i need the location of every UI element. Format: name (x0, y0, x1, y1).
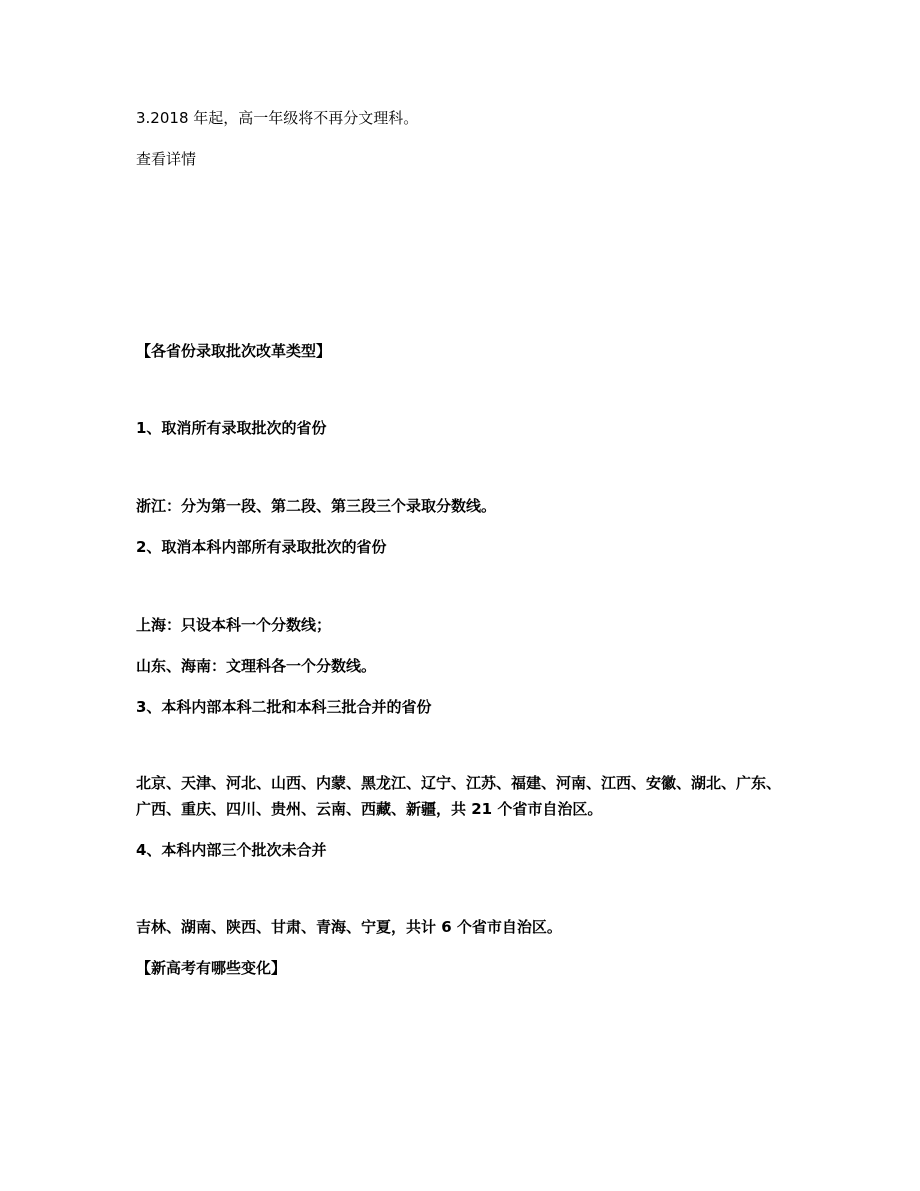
type1-zhejiang-line: 浙江：分为第一段、第二段、第三段三个录取分数线。 (136, 497, 497, 515)
type3-title: 3、本科内部本科二批和本科三批合并的省份 (136, 698, 432, 716)
type4-title: 4、本科内部三个批次未合并 (136, 841, 327, 859)
intro-point-3: 3.2018 年起，高一年级将不再分文理科。 (136, 109, 419, 127)
section-heading-admission-batch-types: 【各省份录取批次改革类型】 (136, 342, 332, 360)
section-heading-gaokao-changes: 【新高考有哪些变化】 (136, 959, 287, 977)
type2-shanghai-line: 上海：只设本科一个分数线； (136, 616, 332, 634)
type3-provinces-line-2: 广西、重庆、四川、贵州、云南、西藏、新疆，共 21 个省市自治区。 (136, 800, 603, 818)
type4-provinces-line: 吉林、湖南、陕西、甘肃、青海、宁夏，共计 6 个省市自治区。 (136, 918, 562, 936)
type2-shandong-hainan-line: 山东、海南：文理科各一个分数线。 (136, 657, 377, 675)
type2-title: 2、取消本科内部所有录取批次的省份 (136, 538, 387, 556)
type1-title: 1、取消所有录取批次的省份 (136, 419, 327, 437)
type3-provinces-line-1: 北京、天津、河北、山西、内蒙、黑龙江、辽宁、江苏、福建、河南、江西、安徽、湖北、广东、 (136, 774, 782, 792)
view-details-link[interactable]: 查看详情 (136, 150, 197, 168)
